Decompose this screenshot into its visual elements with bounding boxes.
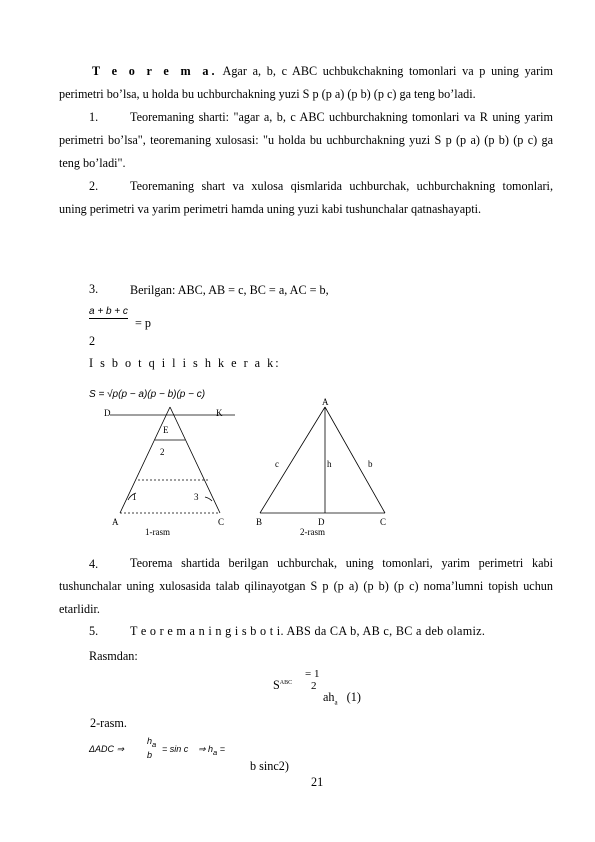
label-A2: A [322,397,329,407]
item-5-text: T e o r e m a n i n g i s b o t i. ABS da CA b, AB c, BC a deb olamiz. [130,624,486,638]
formula-1: $S^{ABC}$ [273,678,293,693]
item-2-text: Teoremaning shart va xulosa qismlarida uchburchak, uchburchakning tomonlari, uning perimetri va yarim perimetri hamda uning yuzi kabi tushunchalar qatnashayapti. [59,179,553,216]
formula-2: ΔADC ⇒ [89,744,125,754]
left-caption: 1-rasm [145,527,170,537]
formula-p-denominator: 2 [89,334,96,348]
label-1: 1 [132,492,137,502]
item-1-text: Teoremaning sharti: "agar a, b, c ABC uchburchakning tomonlari va R uning yarim perimetri bo’lsa", teoremaning xulosasi: "u holda bu uchburchakning yuzi S p (p a) (p b) (p c) ga teng bo’ladi". [59,110,553,170]
item-number: 1. [89,110,99,124]
rasmdan-label: Rasmdan: [89,649,138,663]
label-C: C [218,517,225,527]
label-B2: B [256,517,263,527]
theorem-heading: T e o r e m a. [92,64,218,78]
formula-2-tail: b sinc2) [250,759,289,773]
formula-s: S = √p(p − a)(p − b)(p − c) [89,389,206,400]
label-h: h [327,459,332,469]
label-3: 3 [194,492,199,502]
label-c: c [275,459,279,469]
formula-p-numerator: a + b + c [89,306,128,317]
triangle-figures [104,397,420,545]
theorem-paragraph [59,60,553,106]
item-number: 4. [89,557,99,571]
formula-2-arrow: ⇒ $h_a$ = [198,744,225,757]
figure-left [110,407,235,513]
page-number: 21 [311,775,324,789]
formula-p-equals: = p [135,316,152,330]
label-C2: C [380,517,387,527]
formula-1-rest: $ah_a$ (1) [323,690,361,707]
formula-2-sin: = sin c [162,744,189,754]
formula-2-fraction: $h_a$ b [147,736,157,760]
label-A: A [112,517,119,527]
label-b: b [368,459,373,469]
item-number: 5. [89,624,99,638]
item-number: 2. [89,179,99,193]
theorem-text: Agar a, b, c ABC uchbukchakning tomonlari va p uning yarim perimetri bo’lsa, u holda bu uchburchakning yuzi S p (p a) (p b) (p c) ga teng bo’ladi. [59,64,553,101]
label-D: D [104,408,111,418]
proof-label: I s b o t q i l i s h k e r a k: [89,356,281,370]
item-3-text: Berilgan: ABC, AB = c, BC = a, AC = b, [130,283,329,297]
label-2: 2 [160,447,165,457]
item-4-text: Teorema shartida berilgan uchburchak, uning tomonlari, yarim perimetri kabi tushunchalar uning xulosasida talab qilinayotgan S p (p a) (p b) (p c) noma’lumni topish uchun etarlidir. [59,556,553,616]
label-D2: D [318,517,325,527]
rasm2-label: 2-rasm. [90,716,127,730]
label-K: K [216,408,223,418]
formula-1-fraction: = 1 2 [305,668,320,692]
item-number: 3. [89,282,99,296]
right-caption: 2-rasm [300,527,325,537]
label-E: E [163,425,169,435]
